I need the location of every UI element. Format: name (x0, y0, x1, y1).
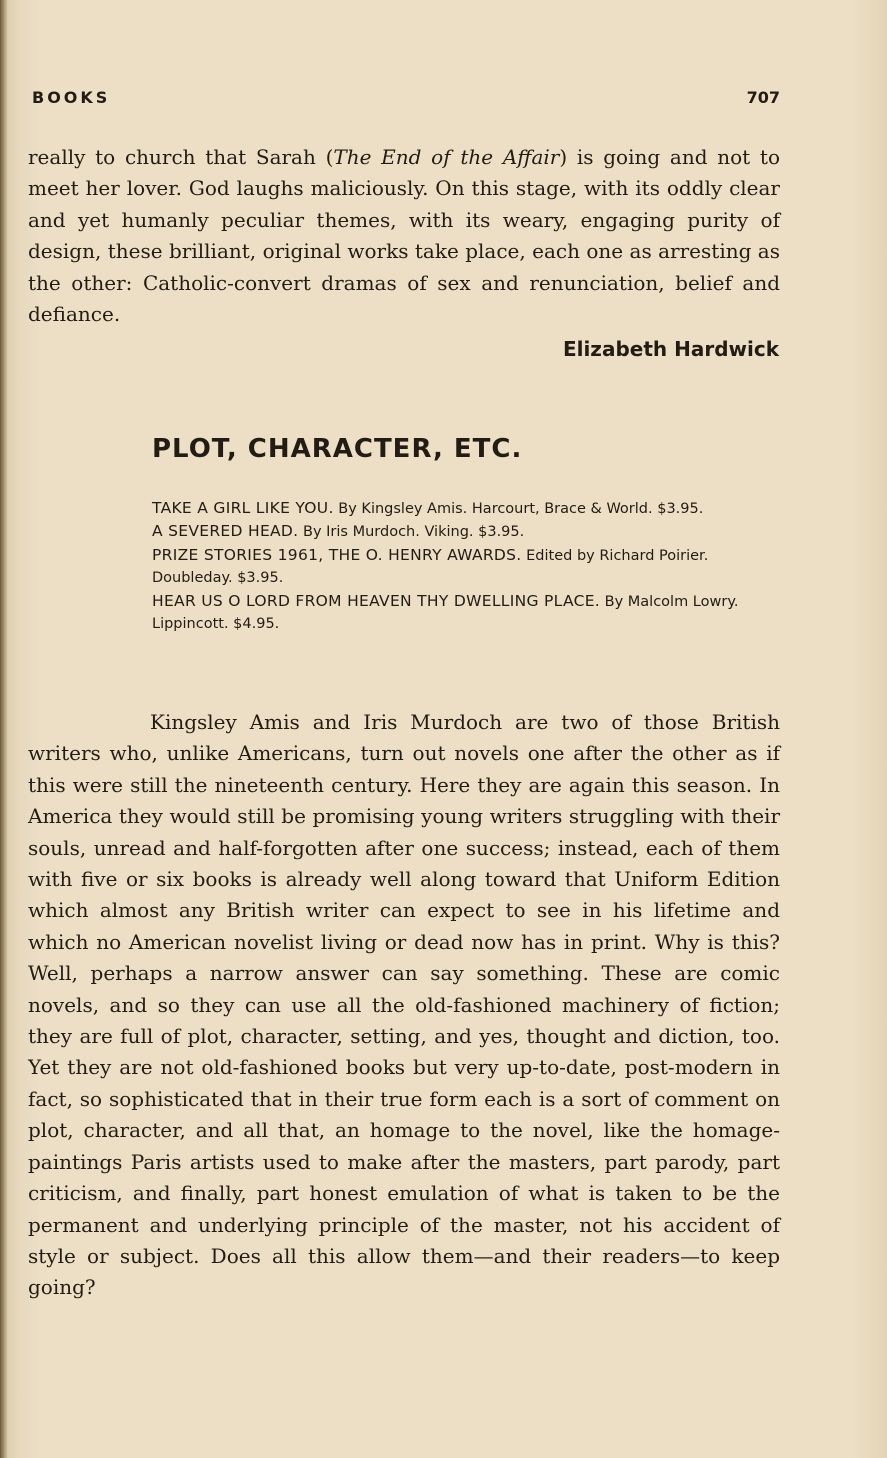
intro-italic-title: The End of the Affair (333, 145, 560, 169)
section-title: BOOKS (32, 88, 111, 107)
book-title: TAKE A GIRL LIKE YOU. (152, 499, 334, 517)
page-binding-shadow (0, 0, 8, 1458)
page-number: 707 (746, 88, 780, 107)
intro-text-end: ) is going and not to meet her lover. God laughs maliciously. On this stage, with its oddly clear and yet humanly peculiar themes, with its weary, engaging purity of design, these brilliant, original works take place, each one as arresting as the other: Catholic-convert dramas of sex and renunciation, belief and defiance. (28, 145, 780, 327)
book-title: HEAR US O LORD FROM HEAVEN THY DWELLING PLACE. (152, 591, 601, 610)
intro-text-start: really to church that Sarah ( (28, 145, 334, 169)
intro-paragraph (28, 142, 780, 330)
book-entry (152, 544, 780, 590)
review-title: PLOT, CHARACTER, ETC. (152, 434, 523, 464)
book-details: By Iris Murdoch. Viking. $3.95. (298, 524, 525, 541)
book-title: PRIZE STORIES 1961, THE O. HENRY AWARDS. (152, 545, 522, 564)
book-details: By Malcolm Lowry. Lippincott. $4.95. (152, 593, 739, 633)
review-paragraph: Kingsley Amis and Iris Murdoch are two of those British writers who, unlike Americans, turn out novels one after the other as if this were still the nineteenth century. Here they are again this season. In America they would still be promising young writers struggling with their souls, unread and half-forgotten after one success; instead, each of them with five or six books is already well along toward that Uniform Edition which almost any British writer can expect to see in his lifetime and which no American novelist living or dead now has in print. Why is this? Well, perhaps a narrow answer can say something. These are comic novels, and so they can use all the old-fashioned machinery of fiction; they are full of plot, character, setting, and yes, thought and diction, too. Yet they are not old-fashioned books but very up-to-date, post-modern in fact, so sophisticated that in their true form each is a sort of comment on plot, character, and all that, an homage to the novel, like the homage-paintings Paris artists used to make after the masters, part parody, part criticism, and finally, part honest emulation of what is taken to be the permanent and underlying principle of the master, not his accident of style or subject. Does all this allow them—and their readers—to keep going? (28, 710, 780, 1300)
book-details: Edited by Richard Poirier. Doubleday. $3.95. (152, 547, 709, 587)
reviewed-books-list (152, 497, 780, 635)
book-details: By Kingsley Amis. Harcourt, Brace & World. $3.95. (333, 501, 704, 517)
book-entry (152, 590, 780, 636)
book-entry (152, 497, 780, 520)
running-header (32, 86, 780, 112)
author-signature: Elizabeth Hardwick (562, 337, 779, 361)
book-entry (152, 520, 780, 543)
book-title: A SEVERED HEAD. (152, 522, 299, 541)
